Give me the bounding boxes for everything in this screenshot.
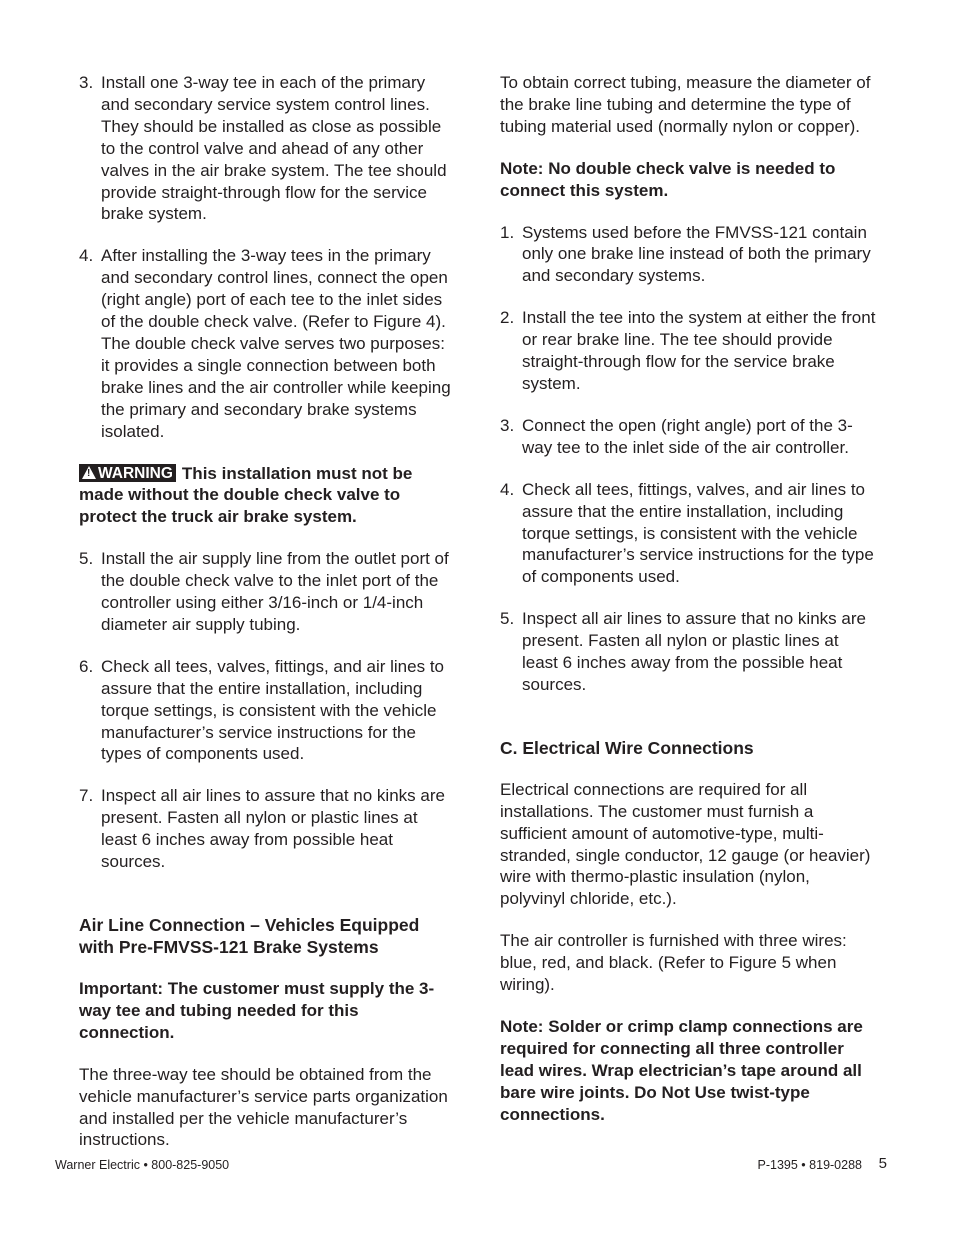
warning-triangle-icon xyxy=(82,466,96,479)
note-label: Note: xyxy=(500,1017,544,1036)
note-text: Solder or crimp clamp connections are required for connecting all three controller lead wires. Wrap electrician’s tape around all bare wire joints. Do Not Use twist-type connections. xyxy=(500,1017,863,1124)
step-text: Inspect all air lines to assure that no kinks are present. Fasten all nylon or plastic lines at least 6 inches away from the possible heat sources. xyxy=(522,609,866,694)
warning-badge xyxy=(79,464,176,482)
note-no-check-valve xyxy=(500,158,878,202)
note-text: No double check valve is needed to connect this system. xyxy=(500,158,836,200)
step-number: 7. xyxy=(79,786,94,806)
important-label: Important: xyxy=(79,979,164,998)
left-step-5 xyxy=(79,548,457,636)
left-step-4 xyxy=(79,245,457,442)
tubing-paragraph: To obtain correct tubing, measure the diameter of the brake line tubing and determine the type of tubing material used (normally nylon or copper). xyxy=(500,73,871,136)
step-number: 2. xyxy=(500,308,515,328)
step-number: 4. xyxy=(79,246,94,266)
left-step-6 xyxy=(79,656,457,766)
step-text: Check all tees, valves, fittings, and air lines to assure that the entire installation, including torque settings, is consistent with the vehicle manufacturer’s service instructions for the types of components used. xyxy=(101,656,444,764)
step-text: Inspect all air lines to assure that no kinks are present. Fasten all nylon or plastic lines at least 6 inches away from possible heat sources. xyxy=(101,786,445,872)
right-step-2 xyxy=(500,307,878,395)
step-text: Connect the open (right angle) port of the 3-way tee to the inlet side of the air controller. xyxy=(522,415,853,457)
step-number: 1. xyxy=(500,222,515,242)
left-column xyxy=(79,72,457,1171)
step-text: Check all tees, fittings, valves, and air lines to assure that the entire installation, including torque settings, is consistent with the vehicle manufacturer’s service instructions for the type of components used. xyxy=(522,479,874,587)
wires-paragraph: The air controller is furnished with three wires: blue, red, and black. (Refer to Figure 5 when wiring). xyxy=(500,931,847,995)
step-text: Install the air supply line from the outlet port of the double check valve to the inlet port of the controller using either 3/16-inch or 1/4-inch diameter air supply tubing. xyxy=(101,549,449,634)
note-label: Note: xyxy=(500,158,544,178)
section-heading-electrical: C. Electrical Wire Connections xyxy=(500,737,754,758)
footer-part-number: P-1395 • 819-0288 xyxy=(757,1158,862,1172)
step-number: 5. xyxy=(500,609,515,629)
electrical-paragraph: Electrical connections are required for all installations. The customer must furnish a sufficient amount of automotive-type, multi-stranded, single conductor, 12 gauge (or heavier) wire with thermo-plastic insulation (nylon, polyvinyl chloride, etc.). xyxy=(500,779,871,909)
right-column xyxy=(500,72,878,1146)
step-text: Install the tee into the system at either the front or rear brake line. The tee should provide straight-through flow for the service brake system. xyxy=(522,308,876,393)
important-text: The customer must supply the 3-way tee and tubing needed for this connection. xyxy=(79,979,435,1042)
step-number: 4. xyxy=(500,479,515,499)
important-note xyxy=(79,978,457,1044)
warning-label: WARNING xyxy=(98,464,173,482)
page-number: 5 xyxy=(878,1155,887,1172)
warning-block xyxy=(79,463,457,529)
right-step-5 xyxy=(500,608,878,696)
warning-text: This installation must not be made without the double check valve to protect the truck air brake system. xyxy=(79,463,413,527)
left-step-3 xyxy=(79,72,457,225)
right-step-4 xyxy=(500,479,878,589)
tee-paragraph: The three-way tee should be obtained from the vehicle manufacturer’s service parts organization and installed per the vehicle manufacturer’s instructions. xyxy=(79,1064,448,1150)
note-solder-connections xyxy=(500,1016,878,1126)
right-step-3 xyxy=(500,415,878,459)
step-number: 3. xyxy=(500,415,515,435)
step-text: Systems used before the FMVSS-121 contain only one brake line instead of both the primary and secondary systems. xyxy=(522,222,871,286)
step-text: Install one 3-way tee in each of the primary and secondary service system control lines. They should be installed as close as possible to the control valve and ahead of any other valves in the air brake system. The tee should provide straight-through flow for the service brake system. xyxy=(101,73,447,224)
footer-company: Warner Electric • 800-825-9050 xyxy=(55,1158,230,1172)
step-text: After installing the 3-way tees in the primary and secondary control lines, connect the open (right angle) port of each tee to the inlet sides of the double check valve. (Refer to Figure 4). The double check valve serves two purposes: it provides a single connection between both brake lines and the air controller while keeping the primary and secondary brake systems isolated. xyxy=(101,246,451,441)
step-number: 5. xyxy=(79,549,94,569)
section-heading-pre-fmvss: Air Line Connection – Vehicles Equipped with Pre-FMVSS-121 Brake Systems xyxy=(79,915,420,957)
right-step-1 xyxy=(500,222,878,288)
left-step-7 xyxy=(79,785,457,873)
step-number: 6. xyxy=(79,656,94,676)
step-number: 3. xyxy=(79,73,94,92)
